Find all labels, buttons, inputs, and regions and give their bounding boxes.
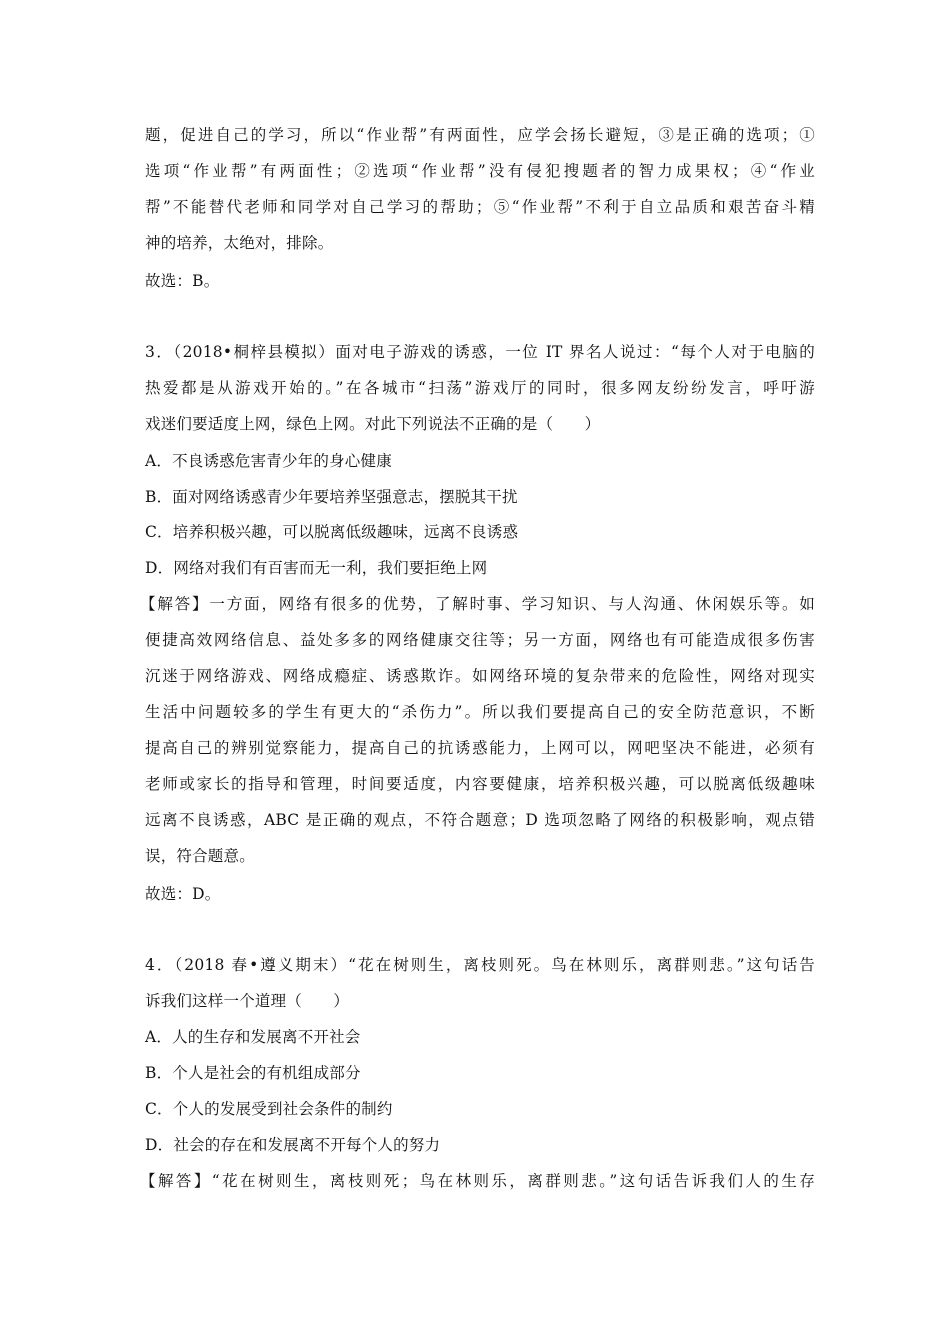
q2-analysis-line: 选项“作业帮”有两面性；②选项“作业帮”没有侵犯搜题者的智力成果权；④“作业 (145, 162, 815, 180)
q3-stem-line: 热爱都是从游戏开始的。”在各城市“扫荡”游戏厅的同时，很多网友纷纷发言，呼吁游 (145, 379, 815, 397)
q4-option-b: B．个人是社会的有机组成部分 (145, 1064, 361, 1082)
q3-option-a: A．不良诱惑危害青少年的身心健康 (145, 452, 392, 470)
q3-analysis-line: 【解答】一方面，网络有很多的优势，了解时事、学习知识、与人沟通、休闲娱乐等。如 (140, 595, 815, 613)
q3-option-b: B．面对网络诱惑青少年要培养坚强意志，摆脱其干扰 (145, 488, 518, 506)
q2-answer: 故选：B。 (145, 272, 220, 290)
q3-stem-line: 戏迷们要适度上网，绿色上网。对此下列说法不正确的是（ ） (145, 415, 601, 433)
q3-analysis-line: 提高自己的辨别觉察能力，提高自己的抗诱惑能力，上网可以，网吧坚决不能进，必须有 (145, 739, 815, 757)
q3-analysis-line: 便捷高效网络信息、益处多多的网络健康交往等；另一方面，网络也有可能造成很多伤害 (145, 631, 815, 649)
q3-analysis-line: 远离不良诱惑，ABC 是正确的观点，不符合题意；D 选项忽略了网络的积极影响，观点错 (145, 811, 815, 829)
q3-analysis-line: 误，符合题意。 (145, 847, 255, 865)
q4-stem-line: 诉我们这样一个道理（ ） (145, 992, 350, 1010)
q3-answer: 故选：D。 (145, 885, 221, 903)
q2-analysis-line: 帮”不能替代老师和同学对自己学习的帮助；⑤“作业帮”不利于自立品质和艰苦奋斗精 (145, 198, 815, 216)
q3-option-d: D．网络对我们有百害而无一利，我们要拒绝上网 (145, 559, 488, 577)
q4-stem-line: 4．（2018 春•遵义期末）“花在树则生，离枝则死。鸟在林则乐，离群则悲。”这句话告 (145, 956, 815, 974)
q3-option-c: C．培养积极兴趣，可以脱离低级趣味，远离不良诱惑 (145, 523, 519, 541)
q2-analysis-line: 题，促进自己的学习，所以“作业帮”有两面性，应学会扬长避短，③是正确的选项；① (145, 126, 815, 144)
q3-analysis-line: 生活中问题较多的学生有更大的“杀伤力”。所以我们要提高自己的安全防范意识，不断 (145, 703, 815, 721)
q4-option-d: D．社会的存在和发展离不开每个人的努力 (145, 1136, 441, 1154)
q3-stem-line: 3．（2018•桐梓县模拟）面对电子游戏的诱惑，一位 IT 界名人说过：“每个人对于电脑的 (145, 343, 815, 361)
q4-analysis-line: 【解答】“花在树则生，离枝则死；鸟在林则乐，离群则悲。”这句话告诉我们人的生存 (140, 1172, 815, 1190)
q3-analysis-line: 老师或家长的指导和管理，时间要适度，内容要健康，培养积极兴趣，可以脱离低级趣味 (145, 775, 815, 793)
q2-analysis-line: 神的培养，太绝对，排除。 (145, 234, 334, 252)
q4-option-c: C．个人的发展受到社会条件的制约 (145, 1100, 393, 1118)
q3-analysis-line: 沉迷于网络游戏、网络成瘾症、诱惑欺诈。如网络环境的复杂带来的危险性，网络对现实 (145, 667, 815, 685)
q4-option-a: A．人的生存和发展离不开社会 (145, 1028, 361, 1046)
